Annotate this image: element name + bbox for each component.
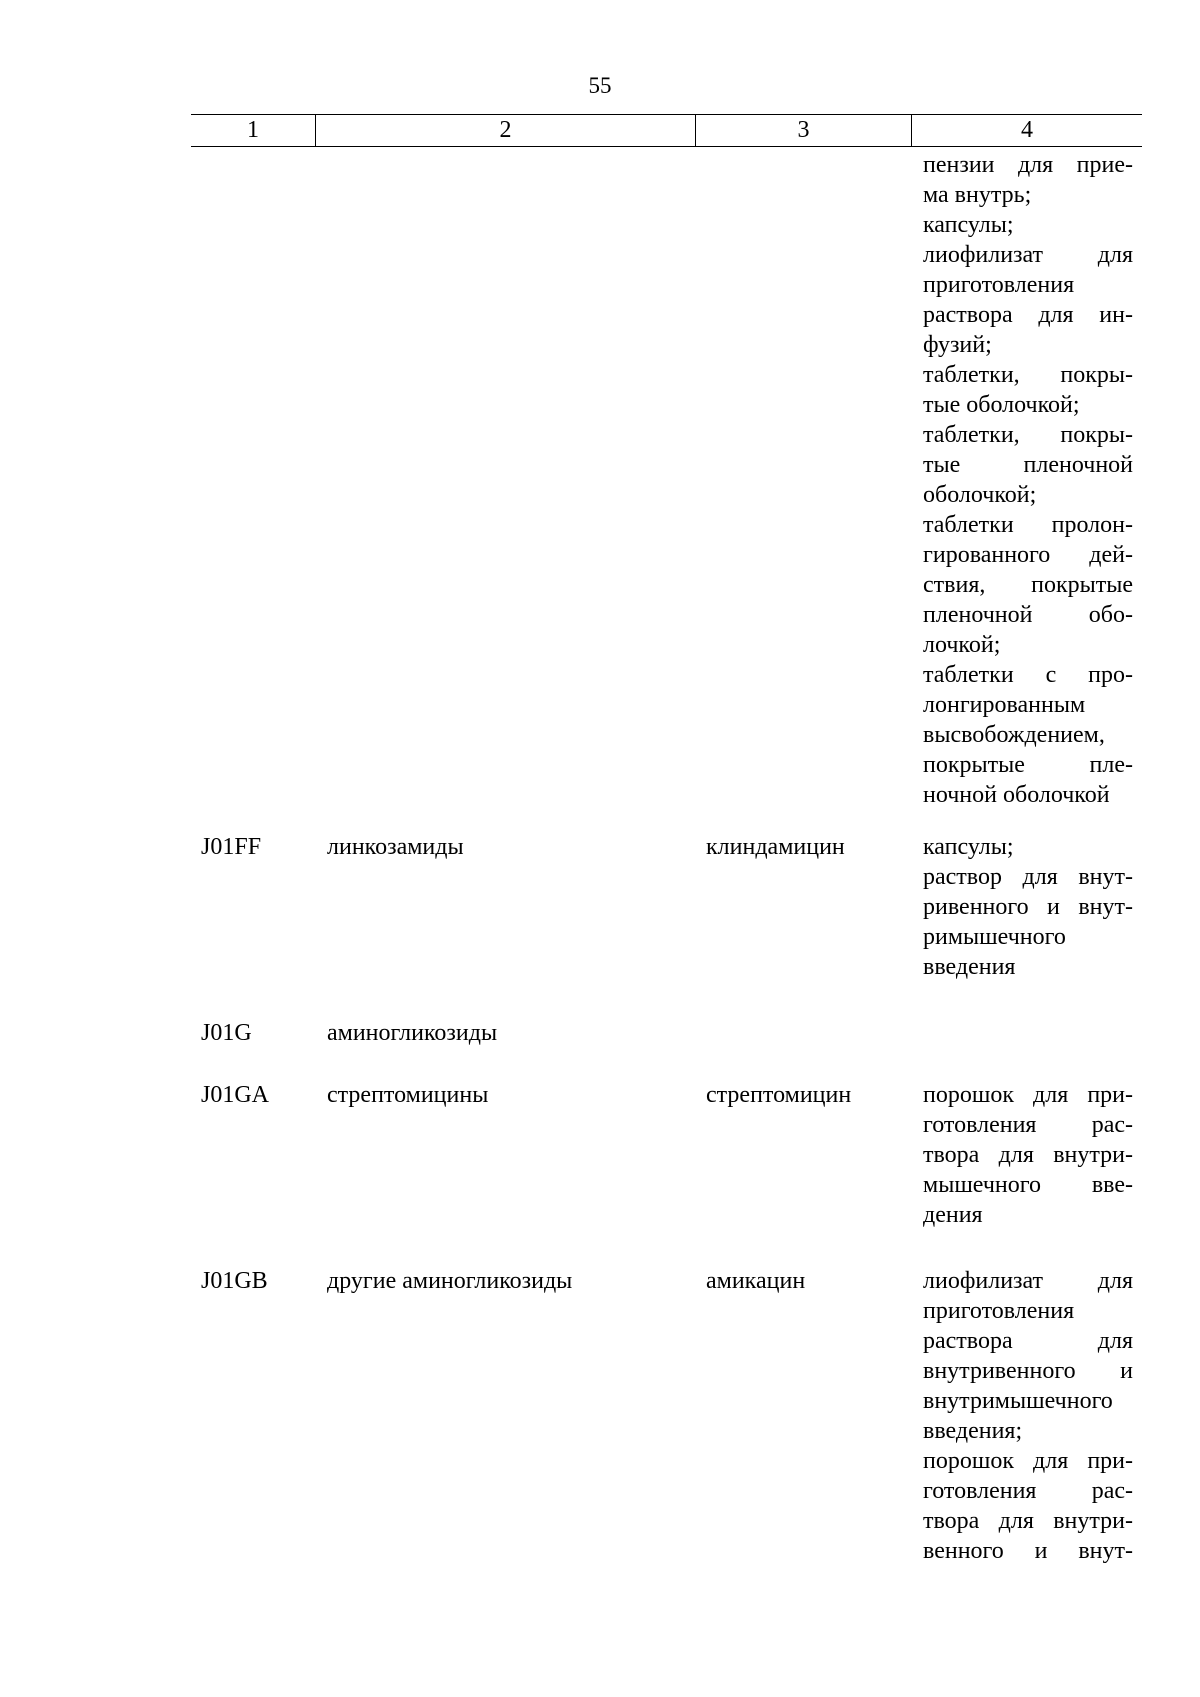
page-number: 55	[588, 73, 612, 98]
pharmacological-group: другие аминогликозиды	[327, 1268, 573, 1294]
dosage-form-line: таблетки, покры-	[923, 422, 1133, 448]
dosage-form-line: готовления рас-	[923, 1478, 1133, 1504]
dosage-form-line: внутривенного и	[923, 1358, 1133, 1384]
dosage-form-line: оболочкой;	[923, 482, 1037, 508]
dosage-form-line: приготовления	[923, 1298, 1075, 1324]
dosage-form-line: готовления рас-	[923, 1112, 1133, 1138]
dosage-form-line: пензии для прие-	[923, 152, 1133, 178]
dosage-form-line: гированного дей-	[923, 542, 1133, 568]
dosage-form-line: высвобождением,	[923, 722, 1105, 748]
dosage-form-line: раствора для	[923, 1328, 1133, 1354]
dosage-form-line: таблетки с про-	[923, 662, 1133, 688]
dosage-form-line: приготовления	[923, 272, 1075, 298]
dosage-form-line: твора для внутри-	[923, 1142, 1133, 1168]
dosage-form-line: капсулы;	[923, 834, 1014, 860]
dosage-form-line: раствора для ин-	[923, 302, 1133, 328]
dosage-form-line: раствор для внут-	[923, 864, 1133, 890]
atc-code: J01G	[201, 1020, 252, 1046]
header-col-3: 3	[695, 115, 911, 146]
dosage-form-line: таблетки, покры-	[923, 362, 1133, 388]
dosage-form-line: лиофилизат для	[923, 242, 1133, 268]
header-col-2: 2	[315, 115, 695, 146]
dosage-form-line: римышечного	[923, 924, 1066, 950]
dosage-form-line: покрытые пле-	[923, 752, 1133, 778]
dosage-form-line: ночной оболочкой	[923, 782, 1110, 808]
atc-code: J01FF	[201, 834, 262, 860]
dosage-form-line: мышечного вве-	[923, 1172, 1133, 1198]
dosage-form-line: тые пленочной	[923, 452, 1133, 478]
dosage-form-line: тые оболочкой;	[923, 392, 1080, 418]
atc-code: J01GA	[201, 1082, 270, 1108]
pharmacological-group: стрептомицины	[327, 1082, 489, 1108]
dosage-form-line: лиофилизат для	[923, 1268, 1133, 1294]
dosage-form-line: дения	[923, 1202, 983, 1228]
dosage-form-line: пленочной обо-	[923, 602, 1133, 628]
atc-code: J01GB	[201, 1268, 268, 1294]
dosage-form-line: лонгированным	[923, 692, 1086, 718]
dosage-form-line: фузий;	[923, 332, 992, 358]
dosage-forms	[923, 1080, 1133, 1230]
dosage-form-line: таблетки пролон-	[923, 512, 1133, 538]
dosage-form-line: твора для внутри-	[923, 1508, 1133, 1534]
dosage-forms	[923, 1266, 1133, 1566]
dosage-form-line: лочкой;	[923, 632, 1001, 658]
dosage-form-line: ривенного и внут-	[923, 894, 1133, 920]
pharmacological-group: аминогликозиды	[327, 1020, 498, 1046]
dosage-form-line: ма внутрь;	[923, 182, 1032, 208]
dosage-forms	[923, 832, 1133, 982]
dosage-form-line: капсулы;	[923, 212, 1014, 238]
dosage-form-line: ствия, покрытые	[923, 572, 1133, 598]
dosage-form-line: введения;	[923, 1418, 1023, 1444]
active-substance: стрептомицин	[706, 1082, 852, 1108]
pharmacological-group: линкозамиды	[327, 834, 464, 860]
table-header	[191, 114, 1142, 147]
dosage-form-line: порошок для при-	[923, 1082, 1133, 1108]
table-row-continuation-forms	[923, 150, 1133, 810]
active-substance: амикацин	[706, 1268, 806, 1294]
dosage-form-line: внутримышечного	[923, 1388, 1113, 1414]
dosage-form-line: введения	[923, 954, 1016, 980]
header-col-4: 4	[911, 115, 1142, 146]
dosage-form-line: порошок для при-	[923, 1448, 1133, 1474]
dosage-form-line: венного и внут-	[923, 1538, 1133, 1564]
header-col-1: 1	[247, 117, 259, 143]
active-substance: клиндамицин	[706, 834, 845, 860]
